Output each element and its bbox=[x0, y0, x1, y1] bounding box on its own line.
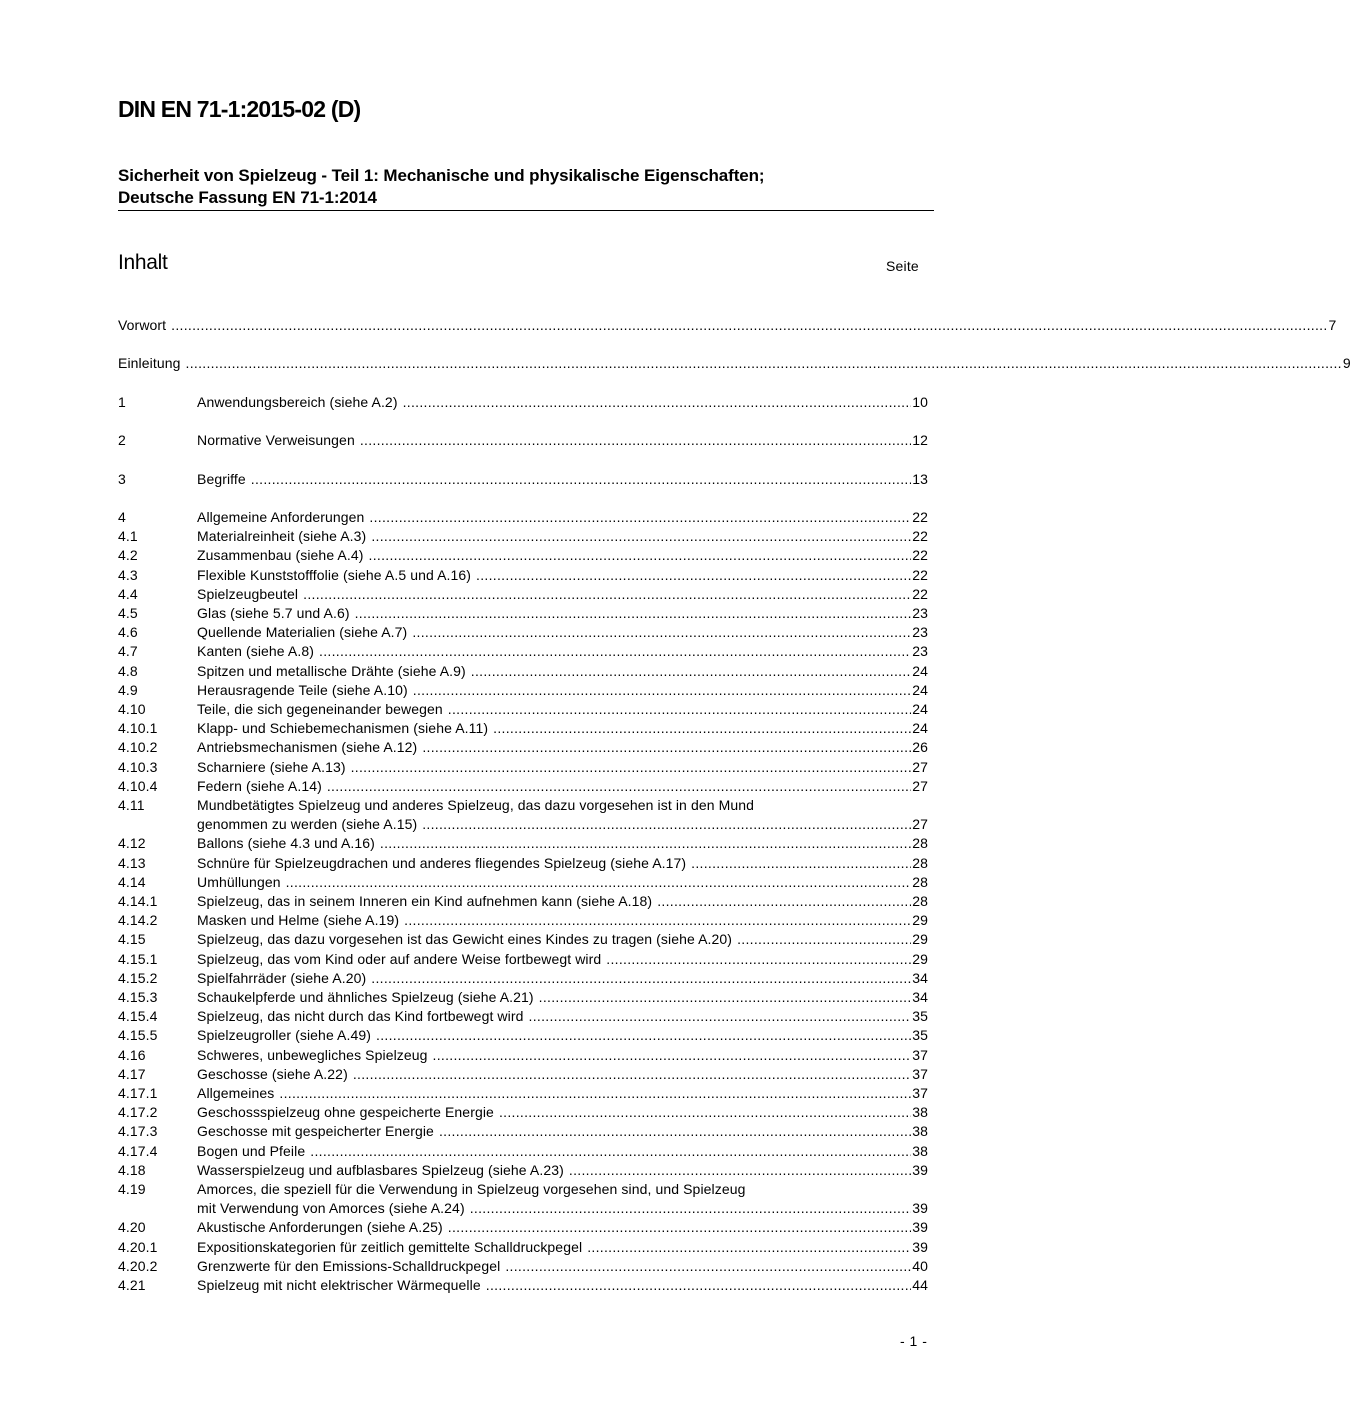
toc-entry[interactable] bbox=[118, 1122, 928, 1141]
toc-entry-title: Zusammenbau (siehe A.4) bbox=[197, 547, 364, 564]
toc-entry-number: 4.20.2 bbox=[118, 1257, 158, 1274]
toc-entry-page: 22 bbox=[912, 566, 928, 583]
toc-entry-number: 4.15.4 bbox=[118, 1008, 158, 1025]
toc-entry-number: 4.10.4 bbox=[118, 777, 158, 794]
toc-dot-leader bbox=[279, 1084, 911, 1103]
toc-entry-text bbox=[197, 604, 928, 623]
toc-entry-text bbox=[197, 662, 928, 681]
toc-dot-leader bbox=[448, 1218, 911, 1237]
toc-entry-text bbox=[197, 470, 928, 489]
toc-entry-number: 4.10 bbox=[118, 700, 146, 717]
toc-entry-page: 37 bbox=[912, 1085, 928, 1102]
toc-entry[interactable] bbox=[118, 604, 928, 623]
toc-entry-text bbox=[197, 1122, 928, 1141]
toc-entry-number: 4.15.5 bbox=[118, 1027, 158, 1044]
toc-entry-title: Grenzwerte für den Emissions-Schalldruckpegel bbox=[197, 1257, 501, 1274]
toc-entry-page: 39 bbox=[912, 1161, 928, 1178]
toc-entry-number: 4.15 bbox=[118, 931, 146, 948]
toc-entry-number: 4.20 bbox=[118, 1219, 146, 1236]
toc-entry[interactable] bbox=[118, 930, 928, 949]
toc-entry-title: Schaukelpferde und ähnliches Spielzeug (siehe A.21) bbox=[197, 989, 534, 1006]
toc-entry-title-line-1: Amorces, die speziell für die Verwendung in Spielzeug vorgesehen sind, und Spielzeug bbox=[197, 1181, 746, 1198]
toc-entry-page: 40 bbox=[912, 1257, 928, 1274]
toc-entry-title: genommen zu werden (siehe A.15) bbox=[197, 816, 418, 833]
toc-entry-page: 7 bbox=[1328, 317, 1337, 333]
toc-entry-title: Materialreinheit (siehe A.3) bbox=[197, 528, 367, 545]
toc-entry[interactable] bbox=[118, 969, 928, 988]
toc-entry-text bbox=[197, 873, 928, 892]
toc-entry-text bbox=[197, 719, 928, 738]
toc-entry-title: Spitzen und metallische Drähte (siehe A.9) bbox=[197, 662, 466, 679]
title-divider bbox=[118, 210, 934, 211]
toc-entry-title: Spielzeug, das nicht durch das Kind fortbewegt wird bbox=[197, 1008, 524, 1025]
toc-dot-leader bbox=[486, 1276, 911, 1295]
toc-entry-title: Anwendungsbereich (siehe A.2) bbox=[197, 393, 398, 410]
toc-entry-text bbox=[197, 508, 928, 527]
toc-entry-text bbox=[197, 1065, 928, 1084]
toc-entry-text bbox=[197, 1142, 928, 1161]
toc-entry[interactable] bbox=[118, 1161, 928, 1180]
toc-entry-number: 4.10.3 bbox=[118, 758, 158, 775]
toc-dot-leader bbox=[351, 758, 912, 777]
toc-entry-text bbox=[197, 834, 928, 853]
toc-dot-leader bbox=[413, 681, 911, 700]
toc-entry[interactable] bbox=[118, 834, 928, 853]
toc-entry[interactable] bbox=[118, 1257, 928, 1276]
toc-entry[interactable] bbox=[118, 988, 928, 1007]
toc-page-column-label: Seite bbox=[886, 258, 919, 274]
toc-dot-leader bbox=[737, 930, 911, 949]
toc-entry-text bbox=[197, 642, 928, 661]
toc-entry-text bbox=[197, 700, 928, 719]
toc-entry-title-line-1: Mundbetätigtes Spielzeug und anderes Spielzeug, das dazu vorgesehen ist in den Mund bbox=[197, 797, 755, 813]
toc-dot-leader bbox=[286, 873, 912, 892]
toc-entry-title: Schnüre für Spielzeugdrachen und anderes fliegendes Spielzeug (siehe A.17) bbox=[197, 854, 687, 871]
toc-entry-page: 22 bbox=[912, 585, 928, 602]
toc-entry[interactable] bbox=[118, 1026, 928, 1045]
toc-entry-page: 35 bbox=[912, 1008, 928, 1025]
toc-entry[interactable] bbox=[118, 642, 928, 661]
toc-entry-page: 22 bbox=[912, 547, 928, 564]
toc-entry-text bbox=[197, 585, 928, 604]
toc-entry-number: 4.15.1 bbox=[118, 950, 158, 967]
toc-dot-leader bbox=[371, 527, 911, 546]
toc-dot-leader bbox=[606, 950, 911, 969]
toc-entry-title: Masken und Helme (siehe A.19) bbox=[197, 912, 400, 929]
toc-dot-leader bbox=[422, 815, 911, 834]
toc-entry-title: Allgemeines bbox=[197, 1085, 275, 1102]
toc-entry-text bbox=[197, 1026, 928, 1045]
toc-entry[interactable] bbox=[118, 719, 928, 738]
toc-entry-number: 4.3 bbox=[118, 566, 138, 583]
toc-entry[interactable] bbox=[118, 681, 928, 700]
toc-dot-leader bbox=[471, 662, 911, 681]
toc-dot-leader bbox=[439, 1122, 911, 1141]
toc-entry-text bbox=[197, 1046, 928, 1065]
toc-entry-title: Allgemeine Anforderungen bbox=[197, 508, 365, 525]
toc-entry-page: 27 bbox=[912, 777, 928, 794]
toc-entry-text bbox=[197, 546, 928, 565]
toc-entry[interactable] bbox=[118, 470, 928, 489]
toc-dot-leader bbox=[470, 1199, 912, 1218]
toc-entry-title: Glas (siehe 5.7 und A.6) bbox=[197, 604, 350, 621]
toc-entry-page: 38 bbox=[912, 1104, 928, 1121]
toc-dot-leader bbox=[422, 738, 911, 757]
toc-dot-leader bbox=[353, 1065, 911, 1084]
toc-entry-title: Spielzeug, das in seinem Inneren ein Kind aufnehmen kann (siehe A.18) bbox=[197, 893, 653, 910]
toc-entry-title: Spielzeug, das dazu vorgesehen ist das Gewicht eines Kindes zu tragen (siehe A.20) bbox=[197, 931, 733, 948]
toc-entry-title: Herausragende Teile (siehe A.10) bbox=[197, 681, 408, 698]
toc-entry-text bbox=[197, 681, 928, 700]
toc-entry-page: 22 bbox=[912, 508, 928, 525]
toc-entry[interactable] bbox=[118, 354, 1351, 373]
toc-entry-number: 2 bbox=[118, 432, 126, 449]
toc-entry-number: 4.17.3 bbox=[118, 1123, 158, 1140]
toc-entry-number: 4.10.1 bbox=[118, 720, 158, 737]
toc-entry-title: Spielfahrräder (siehe A.20) bbox=[197, 969, 367, 986]
toc-dot-leader bbox=[310, 1142, 911, 1161]
toc-entry-page: 34 bbox=[912, 969, 928, 986]
toc-dot-leader bbox=[327, 777, 911, 796]
toc-entry-number: 4.7 bbox=[118, 643, 138, 660]
toc-entry-number: 4.20.1 bbox=[118, 1238, 158, 1255]
toc-entry-text bbox=[197, 777, 928, 796]
toc-entry-text bbox=[197, 969, 928, 988]
toc-entry-title: Spielzeugroller (siehe A.49) bbox=[197, 1027, 372, 1044]
toc-entry-page: 37 bbox=[912, 1046, 928, 1063]
toc-dot-leader bbox=[380, 834, 911, 853]
toc-entry-title: Quellende Materialien (siehe A.7) bbox=[197, 624, 408, 641]
toc-entry-title: Expositionskategorien für zeitlich gemittelte Schalldruckpegel bbox=[197, 1238, 583, 1255]
toc-entry[interactable] bbox=[118, 508, 928, 527]
toc-dot-leader bbox=[251, 470, 911, 489]
toc-entry-text bbox=[197, 1238, 928, 1257]
toc-entry[interactable] bbox=[118, 1180, 928, 1218]
toc-entry-text bbox=[197, 988, 928, 1007]
toc-entry[interactable] bbox=[118, 758, 928, 777]
toc-entry-page: 29 bbox=[912, 912, 928, 929]
toc-entry[interactable] bbox=[118, 431, 928, 450]
toc-entry[interactable] bbox=[118, 1084, 928, 1103]
toc-entry[interactable] bbox=[118, 1218, 928, 1237]
toc-dot-leader bbox=[587, 1238, 911, 1257]
toc-entry-text bbox=[197, 566, 928, 585]
toc-entry[interactable] bbox=[118, 393, 928, 412]
toc-entry[interactable] bbox=[118, 738, 928, 757]
toc-entry-page: 38 bbox=[912, 1142, 928, 1159]
toc-entry-number: 4.6 bbox=[118, 624, 138, 641]
toc-entry-page: 10 bbox=[912, 393, 928, 410]
toc-entry-page: 24 bbox=[912, 720, 928, 737]
toc-dot-leader bbox=[303, 585, 911, 604]
toc-dot-leader bbox=[505, 1257, 911, 1276]
toc-entry-title: Vorwort bbox=[118, 317, 167, 333]
toc-dot-leader bbox=[691, 854, 911, 873]
toc-entry-title: Akustische Anforderungen (siehe A.25) bbox=[197, 1219, 443, 1236]
toc-entry[interactable] bbox=[118, 950, 928, 969]
toc-dot-leader bbox=[376, 1026, 911, 1045]
toc-entry-title: Bogen und Pfeile bbox=[197, 1142, 306, 1159]
toc-entry-number: 4.17.2 bbox=[118, 1104, 158, 1121]
toc-entry-title: Wasserspielzeug und aufblasbares Spielzeug (siehe A.23) bbox=[197, 1161, 564, 1178]
toc-entry-title: Normative Verweisungen bbox=[197, 432, 355, 449]
toc-entry-title: Schweres, unbewegliches Spielzeug bbox=[197, 1046, 428, 1063]
toc-entry-number: 4.17.4 bbox=[118, 1142, 158, 1159]
toc-entry-page: 35 bbox=[912, 1027, 928, 1044]
toc-entry-text bbox=[197, 431, 928, 450]
toc-entry-title: Teile, die sich gegeneinander bewegen bbox=[197, 700, 443, 717]
toc-entry[interactable] bbox=[118, 585, 928, 604]
toc-entry-page: 13 bbox=[912, 470, 928, 487]
toc-entry-page: 37 bbox=[912, 1065, 928, 1082]
toc-entry-number: 4.2 bbox=[118, 547, 138, 564]
toc-entry[interactable] bbox=[118, 316, 1337, 335]
toc-entry-number: 4.15.3 bbox=[118, 989, 158, 1006]
toc-entry-text bbox=[197, 911, 928, 930]
toc-entry-text bbox=[197, 1257, 928, 1276]
toc-entry-number: 4.21 bbox=[118, 1277, 146, 1294]
toc-entry-page: 26 bbox=[912, 739, 928, 756]
toc-entry-number: 4.15.2 bbox=[118, 969, 158, 986]
toc-entry-text bbox=[197, 527, 928, 546]
toc-entry-number: 1 bbox=[118, 393, 126, 410]
toc-entry-number: 4.19 bbox=[118, 1181, 146, 1198]
toc-dot-leader bbox=[657, 892, 911, 911]
toc-entry-text bbox=[197, 796, 928, 834]
toc-dot-leader bbox=[493, 719, 911, 738]
toc-entry-page: 28 bbox=[912, 854, 928, 871]
toc-entry-text bbox=[197, 1161, 928, 1180]
toc-entry-text bbox=[197, 854, 928, 873]
toc-entry-number: 4.16 bbox=[118, 1046, 146, 1063]
toc-entry-page: 29 bbox=[912, 950, 928, 967]
toc-dot-leader bbox=[448, 700, 911, 719]
toc-entry-number: 4 bbox=[118, 508, 126, 525]
toc-entry-title: Spielzeugbeutel bbox=[197, 585, 299, 602]
toc-heading: Inhalt bbox=[118, 251, 168, 274]
toc-entry-number: 4.10.2 bbox=[118, 739, 158, 756]
toc-entry-page: 28 bbox=[912, 873, 928, 890]
toc-entry-number: 4.12 bbox=[118, 835, 146, 852]
toc-dot-leader bbox=[412, 623, 911, 642]
toc-entry-title: Geschossspielzeug ohne gespeicherte Energie bbox=[197, 1104, 494, 1121]
toc-entry-page: 23 bbox=[912, 604, 928, 621]
toc-entry-text bbox=[197, 892, 928, 911]
toc-entry-number: 4.4 bbox=[118, 585, 138, 602]
toc-entry-number: 4.14.2 bbox=[118, 912, 158, 929]
toc-entry[interactable] bbox=[118, 1065, 928, 1084]
toc-dot-leader bbox=[433, 1046, 912, 1065]
toc-entry-page: 23 bbox=[912, 643, 928, 660]
toc-entry[interactable] bbox=[118, 777, 928, 796]
toc-entry-text bbox=[197, 1276, 928, 1295]
toc-entry-title: Begriffe bbox=[197, 470, 246, 487]
toc-entry-page: 24 bbox=[912, 681, 928, 698]
toc-dot-leader bbox=[186, 354, 1342, 373]
toc-entry[interactable] bbox=[118, 1238, 928, 1257]
toc-dot-leader bbox=[371, 969, 911, 988]
toc-entry-page: 28 bbox=[912, 893, 928, 910]
toc-entry-page: 24 bbox=[912, 662, 928, 679]
footer-page-number: - 1 - bbox=[900, 1333, 928, 1349]
toc-entry-number: 4.1 bbox=[118, 528, 138, 545]
toc-entry-title: Einleitung bbox=[118, 355, 181, 372]
toc-entry-number: 3 bbox=[118, 470, 126, 487]
toc-dot-leader bbox=[319, 642, 911, 661]
toc-entry-number: 4.9 bbox=[118, 681, 138, 698]
toc-dot-leader bbox=[403, 393, 912, 412]
toc-entry-number: 4.17 bbox=[118, 1065, 146, 1082]
toc-entry-title: Federn (siehe A.14) bbox=[197, 777, 322, 794]
toc-entry[interactable] bbox=[118, 1142, 928, 1161]
toc-entry[interactable] bbox=[118, 911, 928, 930]
toc-entry-text bbox=[197, 758, 928, 777]
toc-entry[interactable] bbox=[118, 1046, 928, 1065]
toc-dot-leader bbox=[404, 911, 911, 930]
toc-entry[interactable] bbox=[118, 796, 928, 834]
toc-entry-title: Klapp- und Schiebemechanismen (siehe A.11) bbox=[197, 720, 489, 737]
toc-entry-page: 27 bbox=[912, 758, 928, 775]
document-subtitle bbox=[118, 165, 934, 209]
toc-entry-page: 39 bbox=[912, 1238, 928, 1255]
toc-entry-page: 34 bbox=[912, 989, 928, 1006]
toc-entry-text bbox=[197, 930, 928, 949]
toc-entry-title: Kanten (siehe A.8) bbox=[197, 643, 314, 660]
toc-dot-leader bbox=[171, 316, 1327, 335]
toc-entry-text bbox=[197, 393, 928, 412]
toc-entry-page: 39 bbox=[912, 1200, 928, 1217]
toc-dot-leader bbox=[476, 566, 911, 585]
toc-entry-title: Flexible Kunststofffolie (siehe A.5 und A.16) bbox=[197, 566, 472, 583]
toc-entry-page: 9 bbox=[1342, 355, 1351, 372]
toc-entry[interactable] bbox=[118, 566, 928, 585]
toc-entry-title: Scharniere (siehe A.13) bbox=[197, 758, 346, 775]
subtitle-line-1: Sicherheit von Spielzeug - Teil 1: Mechanische und physikalische Eigenschaften; bbox=[118, 166, 765, 185]
toc-dot-leader bbox=[569, 1161, 911, 1180]
toc-entry-text bbox=[197, 1180, 928, 1218]
toc-entry-page: 38 bbox=[912, 1123, 928, 1140]
toc-dot-leader bbox=[529, 1007, 912, 1026]
toc-entry[interactable] bbox=[118, 546, 928, 565]
toc-entry-page: 22 bbox=[912, 528, 928, 545]
toc-entry-page: 44 bbox=[912, 1277, 928, 1294]
toc-entry-text bbox=[197, 1103, 928, 1122]
toc-entry-title: mit Verwendung von Amorces (siehe A.24) bbox=[197, 1200, 465, 1217]
toc-entry-page: 24 bbox=[912, 700, 928, 717]
toc-entry[interactable] bbox=[118, 1007, 928, 1026]
toc-entry-number: 4.8 bbox=[118, 662, 138, 679]
toc-entry-number: 4.17.1 bbox=[118, 1085, 158, 1102]
toc-entry-number: 4.5 bbox=[118, 604, 138, 621]
toc-entry[interactable] bbox=[118, 1103, 928, 1122]
toc-entry-title: Spielzeug, das vom Kind oder auf andere Weise fortbewegt wird bbox=[197, 950, 602, 967]
toc-entry-number: 4.14.1 bbox=[118, 893, 158, 910]
toc-entry-number: 4.13 bbox=[118, 854, 146, 871]
toc-entry-title: Antriebsmechanismen (siehe A.12) bbox=[197, 739, 418, 756]
toc-entry-text bbox=[197, 1007, 928, 1026]
subtitle-line-2: Deutsche Fassung EN 71-1:2014 bbox=[118, 188, 377, 207]
toc-entry-number: 4.18 bbox=[118, 1161, 146, 1178]
toc-entry-title: Ballons (siehe 4.3 und A.16) bbox=[197, 835, 375, 852]
toc-dot-leader bbox=[369, 546, 912, 565]
toc-entry-page: 29 bbox=[912, 931, 928, 948]
toc-entry-text bbox=[197, 1084, 928, 1103]
toc-entry-title: Geschosse (siehe A.22) bbox=[197, 1065, 348, 1082]
toc-dot-leader bbox=[499, 1103, 911, 1122]
toc-entry-title: Umhüllungen bbox=[197, 873, 281, 890]
toc-entry[interactable] bbox=[118, 662, 928, 681]
document-title: DIN EN 71-1:2015-02 (D) bbox=[118, 96, 361, 122]
toc-entry-text bbox=[197, 950, 928, 969]
toc-dot-leader bbox=[360, 431, 911, 450]
toc-entry-text bbox=[197, 623, 928, 642]
toc-dot-leader bbox=[539, 988, 912, 1007]
toc-dot-leader bbox=[355, 604, 912, 623]
toc-entry[interactable] bbox=[118, 700, 928, 719]
toc-entry[interactable] bbox=[118, 623, 928, 642]
toc-entry-page: 28 bbox=[912, 835, 928, 852]
toc-entry[interactable] bbox=[118, 527, 928, 546]
toc-entry[interactable] bbox=[118, 873, 928, 892]
toc-entry-number: 4.11 bbox=[118, 797, 145, 813]
toc-entry-title: Geschosse mit gespeicherter Energie bbox=[197, 1123, 434, 1140]
toc-entry-text bbox=[197, 1218, 928, 1237]
toc-entry-page: 23 bbox=[912, 624, 928, 641]
toc-dot-leader bbox=[369, 508, 911, 527]
toc-entry-page: 27 bbox=[912, 816, 928, 833]
toc-entry[interactable] bbox=[118, 892, 928, 911]
toc-entry[interactable] bbox=[118, 1276, 928, 1295]
toc-entry[interactable] bbox=[118, 854, 928, 873]
toc-entry-page: 39 bbox=[912, 1219, 928, 1236]
table-of-contents bbox=[118, 316, 1351, 1295]
toc-entry-text bbox=[197, 738, 928, 757]
toc-entry-page: 12 bbox=[912, 432, 928, 449]
toc-entry-number: 4.14 bbox=[118, 873, 146, 890]
toc-entry-title: Spielzeug mit nicht elektrischer Wärmequelle bbox=[197, 1277, 481, 1294]
